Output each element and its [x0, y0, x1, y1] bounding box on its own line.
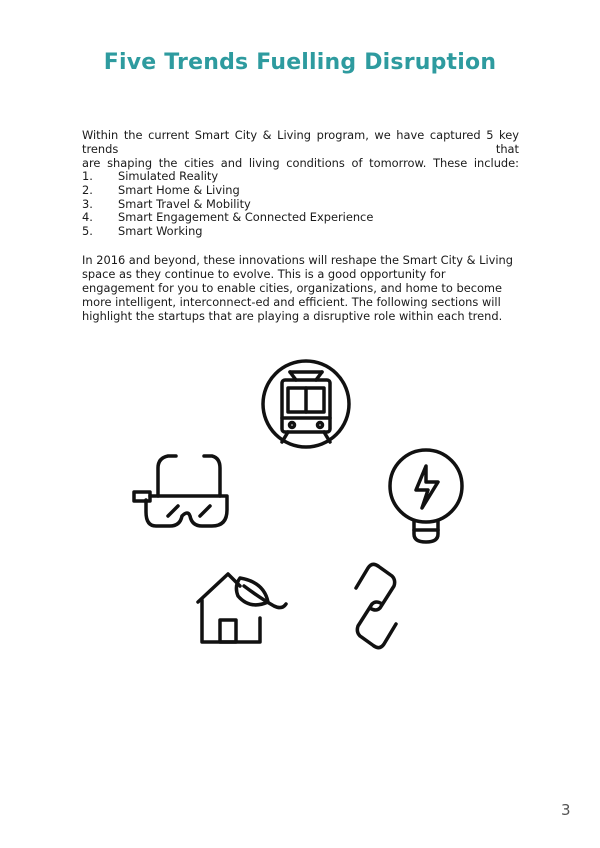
list-item: 4. Smart Engagement & Connected Experience — [82, 210, 374, 225]
eco-home-icon — [194, 568, 290, 646]
intro-text — [82, 128, 519, 170]
trend-list — [82, 170, 373, 239]
intro-line-1: Within the current Smart City & Living program, we have captured 5 key trends that — [82, 128, 519, 156]
lightbulb-bolt-icon — [386, 448, 466, 548]
list-item: 1. Simulated Reality — [82, 169, 219, 183]
chain-link-icon — [338, 558, 414, 654]
page-number: 3 — [561, 801, 571, 819]
page-title: Five Trends Fuelling Disruption — [103, 50, 497, 75]
list-item: 5. Smart Working — [82, 224, 203, 239]
body-paragraph: In 2016 and beyond, these innovations will reshape the Smart City & Living space as they continue to evolve. This is a good opportunity for engagement for you to enable cities, organizations, and home to become more intelligent, interconnect-ed and efficient. The following sections will highlight the startups that are playing a disruptive role within each trend. — [82, 253, 513, 323]
list-item: 2. Smart Home & Living — [82, 182, 240, 197]
train-icon — [260, 358, 352, 450]
smart-glasses-icon — [132, 452, 232, 532]
intro-line-2: are shaping the cities and living conditions of tomorrow. These include: — [82, 156, 519, 170]
list-item: 3. Smart Travel & Mobility — [82, 196, 251, 211]
